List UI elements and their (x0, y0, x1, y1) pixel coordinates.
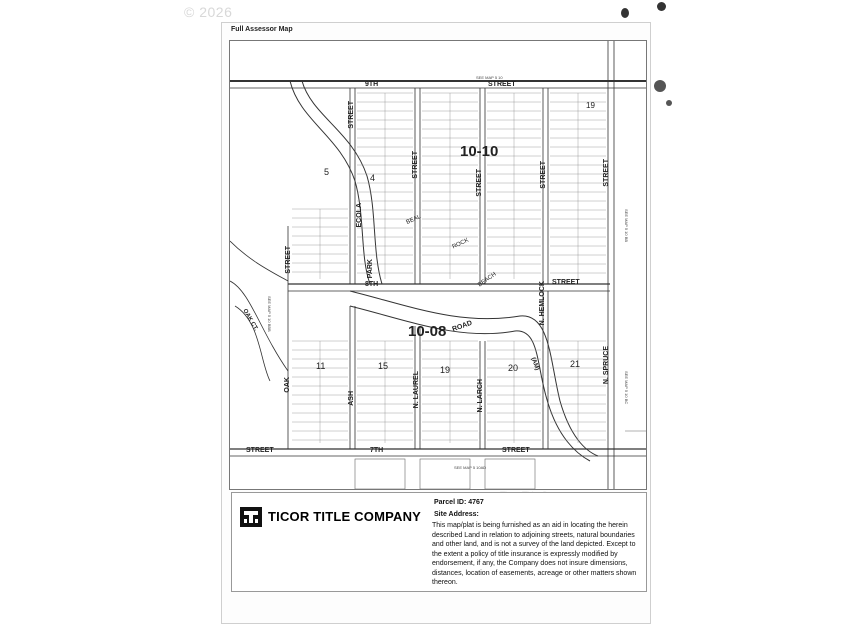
street-larch: N. LARCH (477, 379, 484, 413)
parcel-id: Parcel ID: 4767 (434, 499, 484, 506)
block-number: 5 (324, 167, 330, 177)
disclaimer-text: This map/plat is being furnished as an aid in locating the herein described Land in relation to adjoining streets, natural boundaries and other land, and is not a survey of the land depicted. Except to the extent a policy of title insurance is expressly modified by endorsement, if any, the Company does not insure dimensions, distances, location of easements, acreage or other matters shown thereon. (432, 522, 637, 586)
block-number: 19 (586, 101, 595, 110)
street-beach: BEACH (477, 271, 498, 289)
street-oak: OAK (284, 377, 291, 393)
street-8th-suffix: STREET (552, 279, 580, 286)
street-8th: 8TH (365, 281, 379, 288)
street-col4: STREET (540, 161, 547, 189)
street-7th: 7TH (370, 447, 384, 454)
assessor-map (229, 40, 647, 490)
street-west: STREET (246, 447, 274, 454)
street-9th: 9TH (365, 81, 379, 88)
lot-lines (292, 93, 606, 443)
site-address-label: Site Address: (434, 511, 479, 518)
ticor-logo-icon (240, 507, 262, 527)
street-ash: ASH (348, 391, 355, 406)
scan-smudge (654, 80, 666, 92)
scan-smudge (666, 100, 672, 106)
street-laurel: N. LAUREL (413, 371, 420, 409)
map-reference-note: SEE MAP 5 10 (476, 75, 503, 80)
street-park: PARK (367, 259, 374, 279)
block-number: 15 (378, 361, 389, 371)
company-name: TICOR TITLE COMPANY (268, 509, 422, 524)
street-col5: STREET (603, 159, 610, 187)
scan-smudge (657, 2, 666, 11)
street-rock: ROCK (451, 237, 470, 251)
street-ecola: ECOLA (356, 203, 363, 228)
street-7th-suffix: STREET (502, 447, 530, 454)
scan-smudge (621, 8, 629, 18)
map-reference-note: SEE MAP 5 10AD (454, 465, 487, 470)
block-number: 11 (316, 361, 326, 371)
street-col1: STREET (348, 101, 355, 129)
street-col2: STREET (412, 151, 419, 179)
street-col3: STREET (476, 169, 483, 197)
map-number-upper: 10-10 (460, 143, 499, 160)
map-reference-note: SEE MAP 5 10 BBB (267, 296, 272, 332)
map-number-lower: 10-08 (408, 323, 447, 340)
map-drawing (230, 41, 646, 489)
map-reference-note: SEE MAP 5 10 BC (624, 371, 629, 405)
street-west-vertical: STREET (285, 246, 292, 274)
street-oak-ct: OAK CT. (241, 308, 259, 332)
street-spruce: N. SPRUCE (603, 346, 610, 385)
street-hemlock: N. HEMLOCK (539, 281, 546, 326)
sheet-title: Full Assessor Map (231, 26, 293, 33)
street-ramp: (AM) (529, 356, 540, 372)
street-beal: BEAL (405, 214, 422, 226)
street-road: ROAD (451, 319, 474, 334)
block-number: 19 (440, 365, 451, 375)
map-reference-note: SEE MAP 5 10 BB (624, 209, 629, 243)
block-number: 4 (370, 173, 376, 183)
copyright-watermark: © 2026 (184, 4, 233, 20)
block-number: 21 (570, 359, 581, 369)
block-number: 20 (508, 363, 519, 373)
street-9th-suffix: STREET (488, 81, 516, 88)
